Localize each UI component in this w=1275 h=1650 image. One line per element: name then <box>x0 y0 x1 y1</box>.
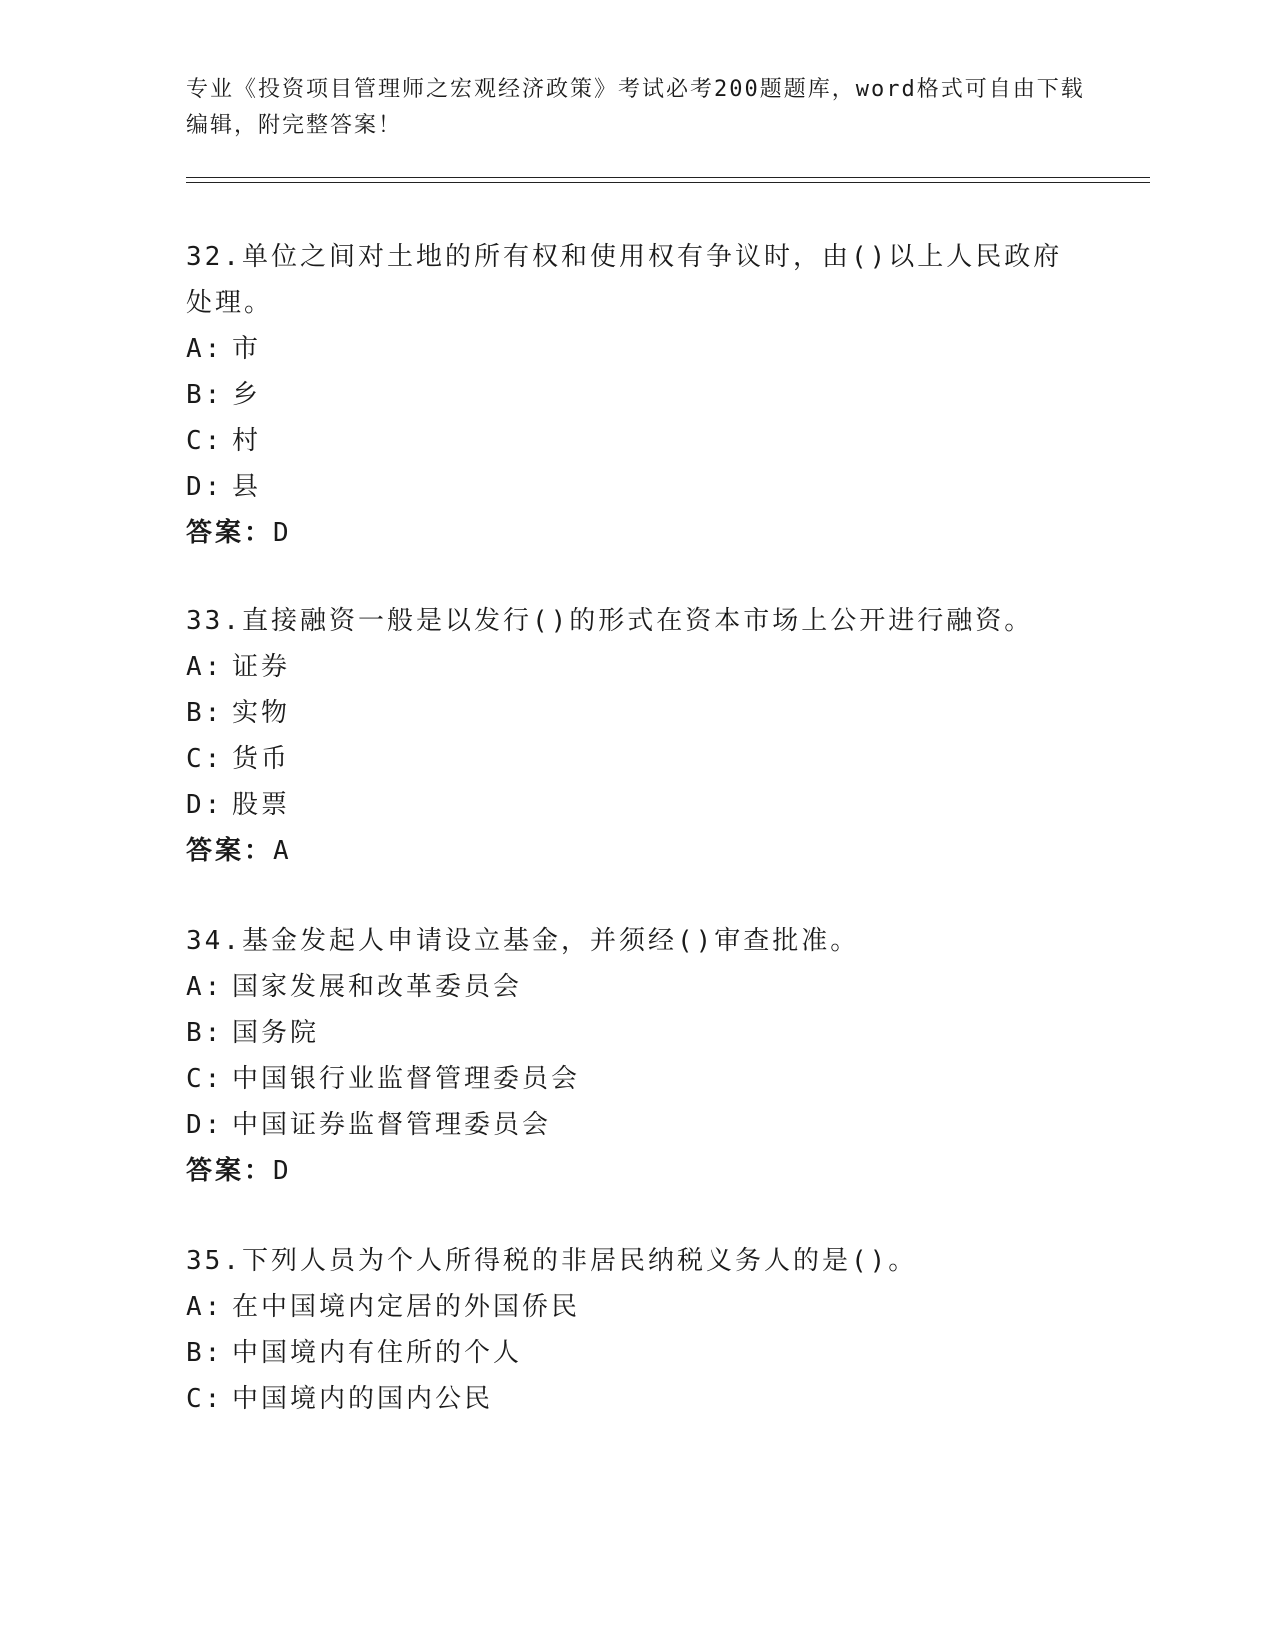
question-stem: 33.直接融资一般是以发行()的形式在资本市场上公开进行融资。 <box>186 606 1034 636</box>
question-32 <box>186 234 1086 556</box>
option-text: 中国境内有住所的个人 <box>232 1338 523 1368</box>
option-text: 国务院 <box>232 1018 320 1048</box>
option-d <box>186 782 1086 828</box>
option-d <box>186 1102 1086 1148</box>
option-text: 货币 <box>232 744 291 774</box>
answer-line <box>186 510 1086 556</box>
header-divider-bottom <box>186 182 1150 183</box>
option-c <box>186 1056 1086 1102</box>
header-divider-top <box>186 177 1150 178</box>
option-text: 股票 <box>232 790 291 820</box>
option-key: D: <box>186 790 224 820</box>
option-text: 实物 <box>232 698 291 728</box>
option-key: C: <box>186 1064 224 1094</box>
question-stem: 35.下列人员为个人所得税的非居民纳税义务人的是()。 <box>186 1246 918 1276</box>
option-key: D: <box>186 1110 224 1140</box>
option-key: A: <box>186 334 224 364</box>
question-stem: 32.单位之间对土地的所有权和使用权有争议时，由()以上人民政府处理。 <box>186 242 1063 318</box>
answer-label: 答案： <box>186 836 274 866</box>
option-key: C: <box>186 1384 224 1414</box>
option-text: 中国银行业监督管理委员会 <box>232 1064 581 1094</box>
option-a <box>186 964 1086 1010</box>
answer-value: D <box>273 1156 292 1186</box>
option-text: 国家发展和改革委员会 <box>232 972 523 1002</box>
option-a <box>186 644 1086 690</box>
option-key: A: <box>186 1292 224 1322</box>
option-text: 中国证券监督管理委员会 <box>232 1110 552 1140</box>
answer-label: 答案： <box>186 1156 274 1186</box>
answer-label: 答案： <box>186 518 274 548</box>
option-key: C: <box>186 426 224 456</box>
option-key: B: <box>186 1018 224 1048</box>
option-b <box>186 690 1086 736</box>
option-text: 中国境内的国内公民 <box>232 1384 494 1414</box>
option-text: 县 <box>232 472 262 502</box>
answer-value: D <box>273 518 292 548</box>
answer-line <box>186 828 1086 874</box>
option-text: 在中国境内定居的外国侨民 <box>232 1292 581 1322</box>
option-key: D: <box>186 472 224 502</box>
option-key: B: <box>186 1338 224 1368</box>
option-c <box>186 418 1086 464</box>
question-stem: 34.基金发起人申请设立基金，并须经()审查批准。 <box>186 926 860 956</box>
option-text: 村 <box>232 426 262 456</box>
option-key: B: <box>186 698 224 728</box>
question-33 <box>186 598 1086 874</box>
answer-line <box>186 1148 1086 1194</box>
option-key: A: <box>186 652 224 682</box>
option-c <box>186 736 1086 782</box>
option-text: 证券 <box>232 652 291 682</box>
option-b <box>186 1330 1086 1376</box>
answer-value: A <box>273 836 292 866</box>
option-c <box>186 1376 1086 1422</box>
question-35 <box>186 1238 1086 1422</box>
option-text: 乡 <box>232 380 262 410</box>
option-b <box>186 372 1086 418</box>
option-key: A: <box>186 972 224 1002</box>
option-d <box>186 464 1086 510</box>
option-key: B: <box>186 380 224 410</box>
option-text: 市 <box>232 334 262 364</box>
option-key: C: <box>186 744 224 774</box>
question-34 <box>186 918 1086 1194</box>
option-b <box>186 1010 1086 1056</box>
option-a <box>186 326 1086 372</box>
document-header: 专业《投资项目管理师之宏观经济政策》考试必考200题题库，word格式可自由下载编辑，附完整答案！ <box>186 77 1085 138</box>
option-a <box>186 1284 1086 1330</box>
